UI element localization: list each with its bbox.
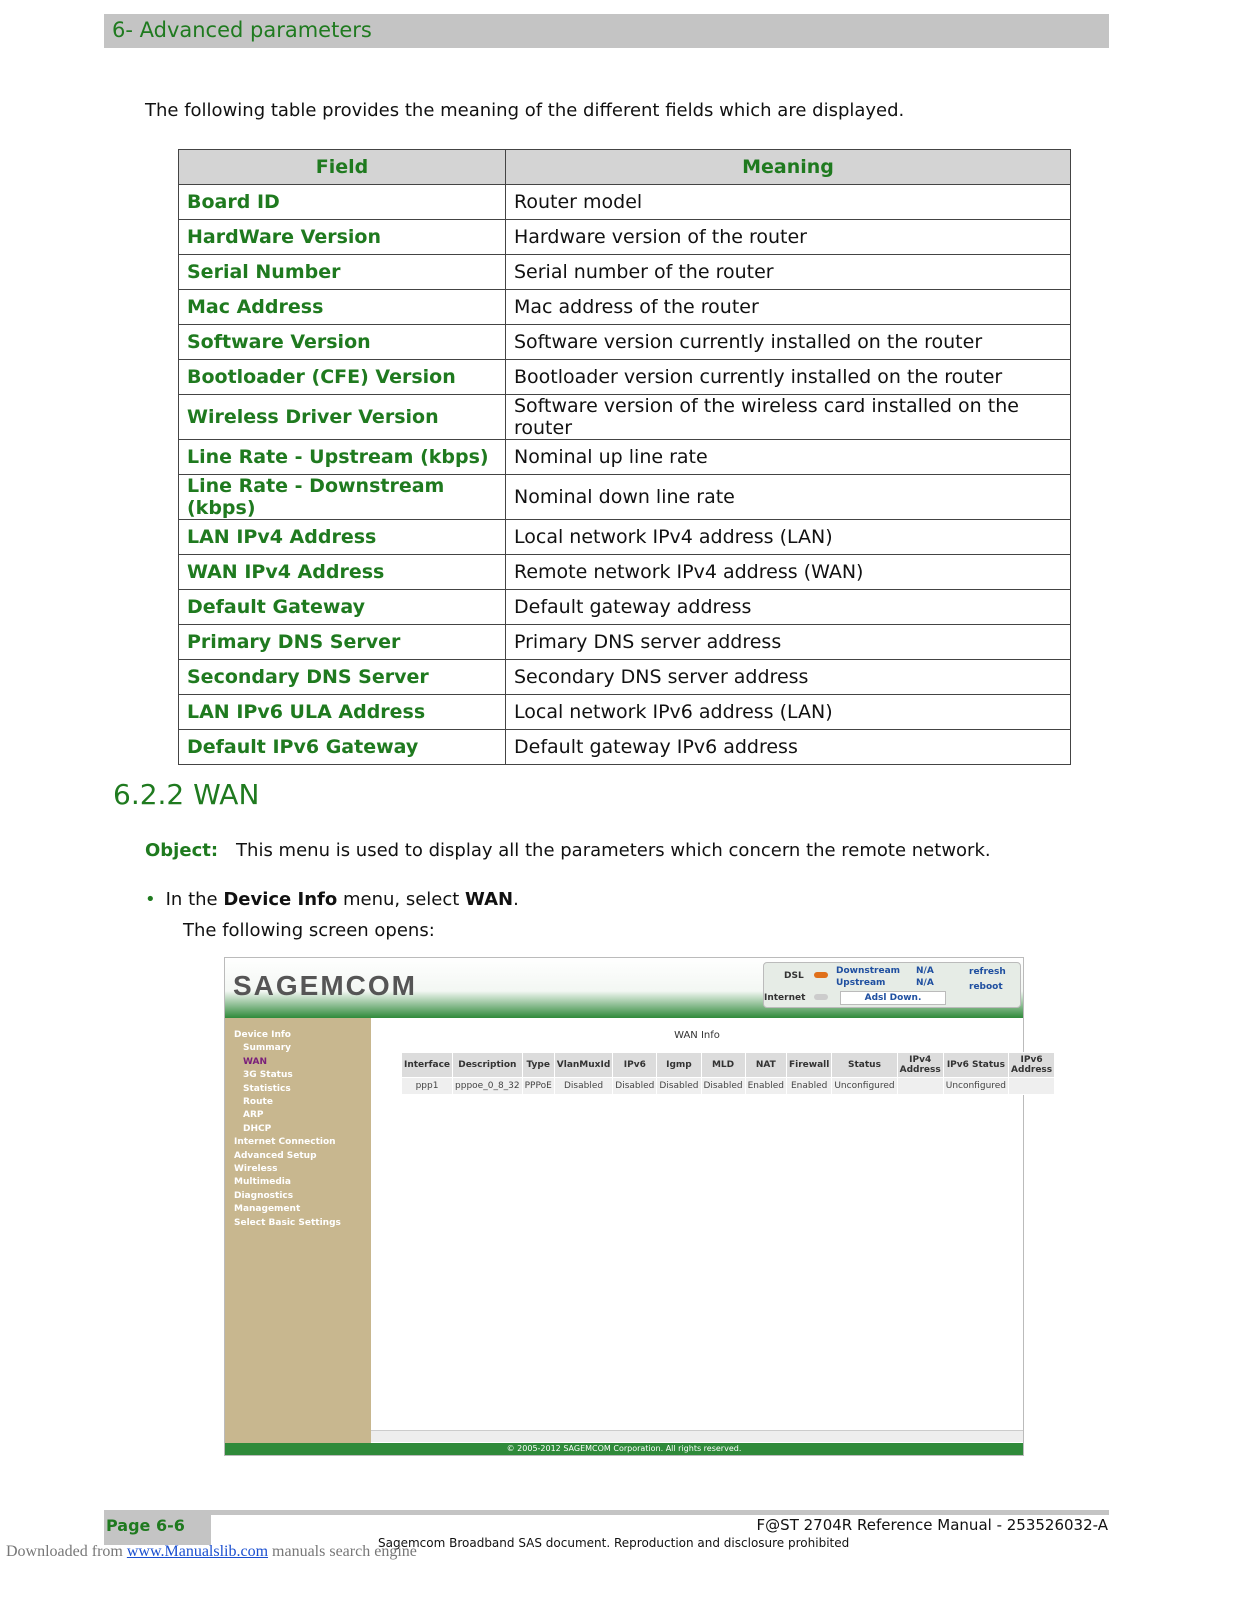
wan-header-cell: Interface [402, 1053, 453, 1078]
router-screenshot [224, 957, 1053, 1456]
object-text: This menu is used to display all the parameters which concern the remote network. [236, 840, 991, 861]
table-row [179, 625, 1071, 660]
field-cell: Default IPv6 Gateway [179, 730, 506, 765]
opens-text: The following screen opens: [183, 920, 435, 941]
wan-header-cell: IPv4 Address [897, 1053, 943, 1078]
field-cell: Secondary DNS Server [179, 660, 506, 695]
sidebar-item[interactable]: Select Basic Settings [234, 1217, 341, 1228]
wan-info-title: WAN Info [674, 1030, 720, 1041]
meaning-cell: Software version of the wireless card installed on the router [506, 395, 1071, 440]
field-cell: Board ID [179, 185, 506, 220]
wan-cell: Disabled [701, 1078, 745, 1095]
field-cell: Line Rate - Downstream (kbps) [179, 475, 506, 520]
wan-cell: PPPoE [522, 1078, 554, 1095]
meaning-cell: Mac address of the router [506, 290, 1071, 325]
wan-header-cell: Status [832, 1053, 897, 1078]
sidebar-item[interactable]: Internet Connection [234, 1137, 336, 1148]
download-text: manuals search engine [268, 1543, 417, 1560]
table-row [179, 475, 1071, 520]
manualslib-link[interactable]: www.Manualslib.com [126, 1543, 269, 1560]
sidebar-item[interactable]: 3G Status [243, 1070, 293, 1081]
router-header [225, 958, 1023, 1018]
field-cell: LAN IPv6 ULA Address [179, 695, 506, 730]
sidebar-item[interactable]: WAN [243, 1056, 268, 1067]
table-row [179, 395, 1071, 440]
fields-table [178, 149, 1071, 765]
table-row [179, 255, 1071, 290]
sidebar-item[interactable]: Advanced Setup [234, 1150, 317, 1161]
field-cell: Wireless Driver Version [179, 395, 506, 440]
field-header: Field [179, 150, 506, 185]
meaning-cell: Default gateway IPv6 address [506, 730, 1071, 765]
field-cell: Primary DNS Server [179, 625, 506, 660]
wan-cell: ppp1 [402, 1078, 453, 1095]
meaning-cell: Local network IPv6 address (LAN) [506, 695, 1071, 730]
copyright-notice: Sagemcom Broadband SAS document. Reproduction and disclosure prohibited [378, 1536, 850, 1550]
meaning-cell: Router model [506, 185, 1071, 220]
meaning-cell: Hardware version of the router [506, 220, 1071, 255]
wan-header-cell: Firewall [786, 1053, 831, 1078]
meaning-cell: Serial number of the router [506, 255, 1071, 290]
downstream-value: N/A [916, 966, 934, 976]
meaning-cell: Software version currently installed on the router [506, 325, 1071, 360]
bullet-text: In the [165, 889, 224, 910]
instruction-bullet [145, 889, 519, 910]
chapter-title: 6- Advanced parameters [112, 18, 372, 42]
chapter-header-bar [104, 14, 1109, 48]
item-name: WAN [465, 889, 514, 910]
dsl-led-icon [814, 972, 828, 978]
upstream-value: N/A [916, 978, 934, 988]
sagemcom-logo: SAGEMCOM [233, 970, 417, 1001]
menu-name: Device Info [223, 889, 338, 910]
bullet-text: menu, select [337, 889, 466, 910]
internet-label: Internet [764, 993, 806, 1003]
meaning-cell: Default gateway address [506, 590, 1071, 625]
table-row [179, 520, 1071, 555]
page-number: Page 6-6 [106, 1516, 185, 1535]
refresh-button[interactable]: refresh [969, 967, 1006, 977]
table-row [179, 695, 1071, 730]
sidebar-item[interactable]: Multimedia [234, 1177, 291, 1188]
downstream-label: Downstream [836, 966, 901, 976]
sidebar-item[interactable]: DHCP [243, 1123, 272, 1134]
section-title: 6.2.2 WAN [113, 778, 260, 811]
meaning-cell: Secondary DNS server address [506, 660, 1071, 695]
table-row [179, 325, 1071, 360]
wan-header-cell: Description [453, 1053, 523, 1078]
wan-header-cell: MLD [701, 1053, 745, 1078]
page-number-box [104, 1510, 211, 1545]
wan-header-cell: Igmp [657, 1053, 701, 1078]
field-cell: Bootloader (CFE) Version [179, 360, 506, 395]
meaning-cell: Nominal down line rate [506, 475, 1071, 520]
field-cell: Software Version [179, 325, 506, 360]
wan-cell: Enabled [786, 1078, 831, 1095]
status-panel [763, 962, 1021, 1008]
wan-header-cell: NAT [745, 1053, 786, 1078]
sidebar-item[interactable]: Diagnostics [234, 1190, 294, 1201]
table-row [179, 290, 1071, 325]
table-row [179, 590, 1071, 625]
meaning-cell: Remote network IPv4 address (WAN) [506, 555, 1071, 590]
wan-cell: Disabled [554, 1078, 613, 1095]
meaning-cell: Primary DNS server address [506, 625, 1071, 660]
sidebar-item[interactable]: Summary [243, 1043, 292, 1054]
field-cell: LAN IPv4 Address [179, 520, 506, 555]
table-row [179, 185, 1071, 220]
horizontal-scrollbar[interactable] [371, 1430, 1023, 1442]
object-paragraph [145, 840, 991, 861]
router-sidebar [225, 1018, 371, 1443]
table-row [179, 555, 1071, 590]
sidebar-item[interactable]: ARP [243, 1110, 264, 1121]
upstream-label: Upstream [836, 978, 886, 988]
table-header-row [179, 150, 1071, 185]
field-cell: HardWare Version [179, 220, 506, 255]
sidebar-item[interactable]: Management [234, 1204, 301, 1215]
meaning-header: Meaning [506, 150, 1071, 185]
sidebar-item[interactable]: Wireless [234, 1164, 278, 1174]
field-cell: Line Rate - Upstream (kbps) [179, 440, 506, 475]
field-cell: WAN IPv4 Address [179, 555, 506, 590]
router-footer: © 2005-2012 SAGEMCOM Corporation. All rights reserved. [225, 1443, 1023, 1455]
bullet-icon: • [145, 889, 156, 910]
wan-cell: Disabled [613, 1078, 657, 1095]
wan-cell: Disabled [657, 1078, 701, 1095]
meaning-cell: Nominal up line rate [506, 440, 1071, 475]
internet-led-icon [814, 994, 828, 1000]
table-row [179, 730, 1071, 765]
wan-cell: pppoe_0_8_32 [453, 1078, 523, 1095]
sidebar-item[interactable]: Device Info [234, 1030, 291, 1040]
intro-text: The following table provides the meaning of the different fields which are displayed. [145, 100, 905, 121]
manual-title: F@ST 2704R Reference Manual - 253526032-A [756, 1516, 1108, 1534]
object-label: Object: [145, 840, 219, 861]
wan-cell: Enabled [745, 1078, 786, 1095]
table-row [179, 440, 1071, 475]
download-text: Downloaded from [6, 1543, 127, 1560]
wan-cell [897, 1078, 943, 1095]
wan-header-cell: IPv6 Address [1009, 1053, 1055, 1078]
table-row [179, 660, 1071, 695]
sidebar-item[interactable]: Statistics [243, 1083, 291, 1094]
table-row [179, 220, 1071, 255]
reboot-button[interactable]: reboot [969, 982, 1003, 992]
field-cell: Mac Address [179, 290, 506, 325]
wan-header-cell: IPv6 [613, 1053, 657, 1078]
wan-header-cell: IPv6 Status [943, 1053, 1008, 1078]
wan-table [401, 1052, 1055, 1095]
dsl-label: DSL [784, 971, 804, 981]
download-note [6, 1543, 417, 1561]
meaning-cell: Local network IPv4 address (LAN) [506, 520, 1071, 555]
bullet-text: . [513, 889, 519, 910]
meaning-cell: Bootloader version currently installed on the router [506, 360, 1071, 395]
wan-header-cell: VlanMuxId [554, 1053, 613, 1078]
wan-cell: Unconfigured [832, 1078, 897, 1095]
wan-cell [1009, 1078, 1055, 1095]
router-main [371, 1018, 1053, 1443]
field-cell: Default Gateway [179, 590, 506, 625]
table-row [179, 360, 1071, 395]
field-cell: Serial Number [179, 255, 506, 290]
adsl-status: Adsl Down. [840, 991, 946, 1005]
sidebar-item[interactable]: Route [243, 1097, 273, 1107]
footer-line [104, 1510, 1109, 1515]
wan-cell: Unconfigured [943, 1078, 1008, 1095]
wan-header-cell: Type [522, 1053, 554, 1078]
